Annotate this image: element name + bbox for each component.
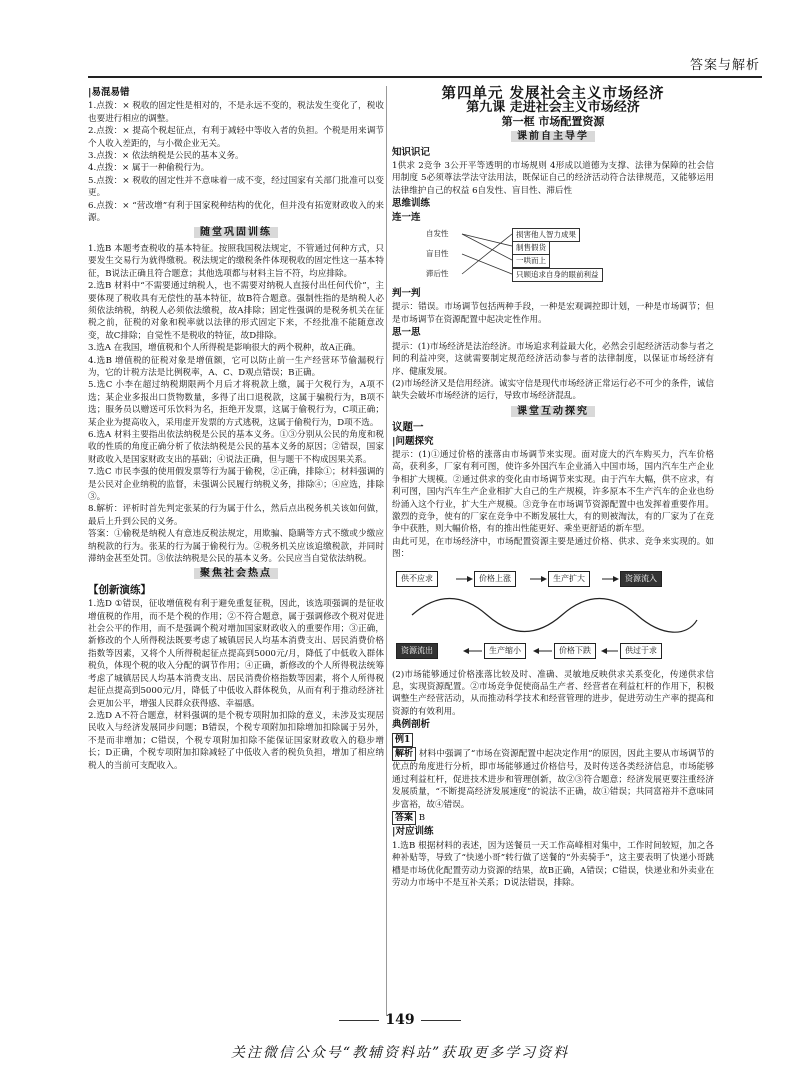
analysis-label: 解析 (392, 747, 416, 761)
judge-head: 判一判 (392, 288, 421, 300)
band-consolidation: 随堂巩固训练 (88, 227, 384, 239)
think-text: 提示：(1)市场经济是法治经济。市场追求利益最大化，必然会引起经济活动参与者之间的利益冲突，这就需要制定规范经济活动参与者的法律制度，以保证市场经济有序、健康发展。 (392, 341, 714, 377)
left-item: 4.选B 增值税的征税对象是增值额，它可以防止前一生产经营环节偷漏税行为，它的计税方法是比例税率，A、C、D观点错误；B正确。 (88, 355, 384, 378)
left-item: 2.选D A不符合题意，材料强调的是个税专项附加扣除的意义，未涉及实现居民收入与经济发展同步问题；B错误，个税专项附加扣除增加扣除属于另外，不是而非增加；C错误，个税专项附加扣除不能保证国家财政收入的稳步增长；D正确，个税专项附加扣除减轻了中低收入者的税负负担，增加了相应纳税人的当前可支配收入。 (88, 710, 384, 771)
left-item: 6.选A 材料主要指出依法纳税是公民的基本义务。①③分别从公民的角度和税收的性质的角度正确分析了依法纳税是公民的基本义务的原因；②错误，国家财政收入是国家财政支出的基础；④说法正确，但与题干不构成因果关系。 (88, 429, 384, 465)
knowledge-head: 知识识记 (392, 146, 431, 158)
answer-line (392, 811, 714, 825)
left-item: 8.解析：评析时首先判定张某的行为属于什么，然后点出税务机关该如何做，最后上升到公民的义务。 (88, 504, 384, 527)
topic-head: 议题一 (392, 421, 424, 434)
lesson-title: 第九课 走进社会主义市场经济 (466, 100, 640, 116)
flow-text: (2)市场能够通过价格涨落比较及时、准确、灵敏地反映供求关系变化，传递供求信息，实现资源配置。②市场竞争促使商品生产者、经营者在利益杠杆的作用下，积极调整生产经营活动，从而推动科学技术和经营管理的进步，促进劳动生产率的提高和资源的有效利用。 (392, 669, 714, 717)
flow-box: 供过于求 (620, 643, 662, 659)
flow-box: 生产扩大 (548, 571, 590, 587)
flow-box: 生产缩小 (484, 643, 526, 659)
link-head: 连一连 (392, 211, 421, 223)
left-item: 1.选B 本题考查税收的基本特征。按照我国税法规定，不管通过何种方式，只要发生交易行为就得缴税。税法规定的缴税条件体现税收的固定性这一基本特征，B说法正确且符合题意；其他选项都与材料主旨不符，均应排除。 (88, 243, 384, 279)
header-rule (88, 76, 762, 78)
left-item: 答案：①偷税是纳税人有意违反税法规定，用欺骗、隐瞒等方式不缴或少缴应纳税款的行为。张某的行为属于偷税行为。②税务机关应该追缴税款，并同时滞纳金甚至处罚。③依法纳税是公民的基本义务。公民应当自觉依法纳税。 (88, 529, 384, 565)
match-left-item: 盲目性 (426, 249, 449, 259)
left-item: 6.点拨：× “营改增”有利于国家税种结构的优化，但并没有拓宽财政收入的来源。 (88, 200, 384, 224)
page-header (0, 0, 800, 78)
left-item: 5.选C 小李在超过纳税期限两个月后才将税款上缴，属于欠税行为，A项不选；某企业多报出口货物数量，多得了出口退税款，这属于骗税行为，B项不选；服务员以赠送可乐饮料为名，拒绝开发票，这属于偷税行为，C项正确；某企业为提高收入，采用虚开发票的方式逃税，这属于偷税行为，D项不选。 (88, 380, 384, 428)
footer-note: 关注微信公众号“教辅资料站”获取更多学习资料 (230, 1045, 570, 1061)
think-text: (2)市场经济又是信用经济。诚实守信是现代市场经济正常运行必不可少的条件，诚信缺失会破坏市场经济的运行，导致市场经济混乱。 (392, 378, 714, 402)
right-column (392, 86, 714, 890)
problem-label: |问题探究 (392, 435, 434, 447)
left-item: 4.点拨：× 属于一种偷税行为。 (88, 163, 210, 174)
header-title: 答案与解析 (689, 58, 760, 73)
flow-box: 供不应求 (396, 571, 438, 587)
analysis-text: 解析 材料中强调了“市场在资源配置中起决定作用”的原因，因此主要从市场调节的优点的角度进行分析，即市场能够通过价格信号，及时传送各类经济信息，市场能够通过利益杠杆，促进技术进步和管理创新，故②③符合题意；经济发展更要注重经济发展质量，“不断提高经济发展速度”的说法不正确，故①错误；共同富裕并不意味同步富裕，故④错误。 (392, 749, 715, 810)
left-item: 2.选B 材料中“不需要通过纳税人，也不需要对纳税人直接付出任何代价”，主要体现了税收具有无偿性的基本特征，故B符合题意。强制性指的是纳税人必须依法纳税，纳税人必须依法缴税，故A排除；固定性强调的是税务机关在征税之前，征税的对象和税率就以法律的形式固定下来，不经批准不能随意改变，故C排除；自觉性不是税收的特征，故D排除。 (88, 281, 384, 341)
thinking-head: 思维训练 (392, 198, 431, 210)
match-right-item: 只顾追求自身的眼前利益 (512, 268, 603, 282)
problem-text: 由此可见，在市场经济中，市场配置资源主要是通过价格、供求、竞争来实现的。如图： (392, 536, 714, 560)
left-item: 1.点拨：× 税收的固定性是相对的，不是永远不变的，税法发生变化了，税收也要进行相应的调整。 (88, 101, 384, 124)
band-pre-class: 课前自主导学 (392, 131, 714, 143)
left-item: 1.选D ①错误，征收增值税有利于避免重复征税，因此，该选项强调的是征收增值税的作用，而不是个税的作用；②不符合题意，属于强调修改个税对促进社会公平的作用，而不是强调个税对增加国家财政收入的重要作用；③正确，新修改的个人所得税法既要考虑了城镇居民人均基本消费支出、居民消费价格指数等因素，又将个人所得税起征点提高到5000元/月，降低了中低收入群体税负，体现个税的收入分配的调节作用；④正确，新修改的个人所得税法统筹考虑了城镇居民人均基本消费支出、居民消费价格指数等因素，将个人所得税起征点提高到5000元/月，降低了中低收入群体税负，从而有利于推动经济社会更加公平，增强人民群众获得感、幸福感。 (88, 599, 384, 709)
market-flow-diagram (392, 565, 714, 665)
left-item: 2.点拨：× 提高个税起征点，有利于减轻中等收入者的负担。个税是用来调节个人收入差距的，与小微企业无关。 (88, 126, 384, 149)
flow-box: 价格下跌 (554, 643, 596, 659)
match-right-item: 损害他人智力成果 (512, 228, 580, 242)
left-item: 3.选A 在我国，增值税和个人所得税是影响很大的两个税种，故A正确。 (88, 343, 361, 354)
problem-text: 提示：(1)①通过价格的涨落由市场调节来实现。面对庞大的汽车购买力，汽车价格高，获利多，厂家有利可图，使许多外国汽车企业涌入中国市场，国内汽车生产企业争相扩大规模。②通过供求的变化由市场调节来实现。由于汽车大幅，供不应求，有利可图，国内汽车生产企业相扩大自己的生产规模，许多原本不生产汽车的企业也纷纷涌入这个行业，扩大生产规模。③竞争在市场调节资源配置中也发挥着重要作用。激烈的竞争，使有的厂家在竞争中不断发展壮大，有的则被淘汰，有的厂家为了在竞争中获胜，则大幅价格，有的推出性能更好、乘坐更舒适的新车型。 (392, 449, 714, 535)
section-label-innovation: 【创新演练】 (88, 583, 151, 596)
flow-box: 资源流出 (396, 643, 438, 659)
train-label: |对应训练 (392, 826, 434, 838)
section-label-confusion: |易混易错 (88, 87, 130, 98)
flow-box: 价格上涨 (474, 571, 516, 587)
left-item: 7.选C 市民李强的使用假发票等行为属于偷税，②正确，排除①；材料强调的是公民对企业纳税的监督，未强调公民履行纳税义务，排除④；④应选，排除③。 (88, 467, 384, 502)
flow-box: 资源流入 (620, 571, 662, 587)
think-head: 思一思 (392, 327, 421, 339)
match-left-item: 自发性 (426, 229, 449, 239)
matching-diagram (392, 226, 714, 286)
column-divider (386, 86, 387, 1016)
answer-value: B (418, 813, 426, 824)
knowledge-text: 1供求 2竞争 3公开平等透明的市场规则 4形成以道德为支撑、法律为保障的社会信用制度 5必须尊法学法守法用法，既保证自己的经济活动符合法律规范，又能够运用法律维护自己的权益 6自发性、盲目性、滞后性 (392, 161, 714, 196)
match-right-item: 制售假货 (512, 241, 550, 255)
answer-label: 答案 (392, 811, 416, 825)
case-head: 典例剖析 (392, 719, 431, 731)
page-number: 149 (0, 1012, 800, 1028)
judge-text: 提示：错误。市场调节包括两种手段，一种是宏观调控即计划，一种是市场调节；但是市场调节在资源配置中起决定性作用。 (392, 302, 714, 325)
left-item: 3.点拨：× 依法纳税是公民的基本义务。 (88, 151, 244, 162)
left-item: 5.点拨：× 税收的固定性并不意味着一成不变，经过国家有关部门批准可以变更。 (88, 175, 384, 199)
left-column (88, 86, 384, 772)
match-left-item: 滞后性 (426, 269, 449, 279)
band-hotspot: 聚焦社会热点 (88, 568, 384, 580)
case-label: 例1 (392, 733, 714, 747)
match-right-item: 一哄而上 (512, 254, 550, 268)
unit-title: 第四单元 发展社会主义市场经济 (441, 85, 665, 102)
train-text: 1.选B 根据材料的表述，因为送餐员一天工作高峰相对集中，工作时间较短，加之各种补贴等，导致了“快递小哥”转行做了送餐的“外卖骑手”，这主要表明了快递小哥跳槽是市场优化配置劳动力资源的结果，故B正确，A错误；C错误，快递业和外卖业在劳动力市场中不是互补关系；D说法错误，排除。 (392, 840, 714, 889)
frame-title: 第一框 市场配置资源 (501, 114, 605, 128)
band-class-interaction: 课堂互动探究 (392, 406, 714, 418)
